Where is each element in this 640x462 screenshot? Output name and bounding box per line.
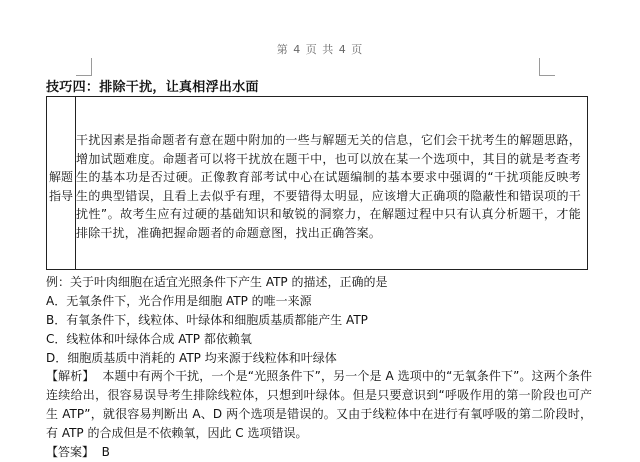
tip-label: 解题指导 [47,97,76,269]
question-stem: 例：关于叶肉细胞在适宜光照条件下产生 ATP 的描述，正确的是 [46,275,388,289]
option-b: B．有氧条件下，线粒体、叶绿体和细胞质基质都能产生 ATP [46,313,368,327]
answer-line [46,443,592,462]
crop-mark [91,58,92,76]
tip-body: 干扰因素是指命题者有意在题中附加的一些与解题无关的信息，它们会干扰考生的解题思路，增加试题难度。命题者可以将干扰放在题干中，也可以放在某一个选项中，其目的就是考查考生的基本功是否过硬。正像教育部考试中心在试题编制的基本要求中强调的“干扰项能反映考生的典型错误，且看上去似乎有理，不要错得太明显，应该增大正确项的隐蔽性和错误项的干扰性”。故考生应有过硬的基础知识和敏锐的洞察力，在解题过程中只有认真分析题干，才能排除干扰，准确把握命题者的命题意图，找出正确答案。 [76,133,581,240]
question-block [46,273,591,368]
section-title: 技巧四：排除干扰，让真相浮出水面 [46,80,259,95]
analysis-label: 【解析】 [46,369,95,383]
answer-label: 【答案】 [46,445,95,459]
option-a: A．无氧条件下，光合作用是细胞 ATP 的唯一来源 [46,294,312,308]
crop-mark [539,58,540,76]
option-d: D．细胞质基质中消耗的 ATP 均来源于线粒体和叶绿体 [46,351,337,365]
tip-table [46,96,588,270]
analysis-paragraph [46,367,592,443]
analysis-block [46,367,592,462]
page-header: 第 4 页 共 4 页 [276,43,364,56]
crop-mark [539,75,555,76]
option-c: C．线粒体和叶绿体合成 ATP 都依赖氧 [46,332,252,346]
answer-value: B [101,445,110,459]
analysis-text: 本题中有两个干扰，一个是“光照条件下”，另一个是 A 选项中的“无氧条件下”。这两个条件连续给出，很容易误导考生排除线粒体，只想到叶绿体。但是只要意识到“呼吸作用的第一阶段也可产生 ATP”，就很容易判断出 A、D 两个选项是错误的。又由于线粒体中在进行有氧呼吸的第二阶段时，有 ATP 的合成但是不依赖氧，因此 C 选项错误。 [46,369,592,440]
